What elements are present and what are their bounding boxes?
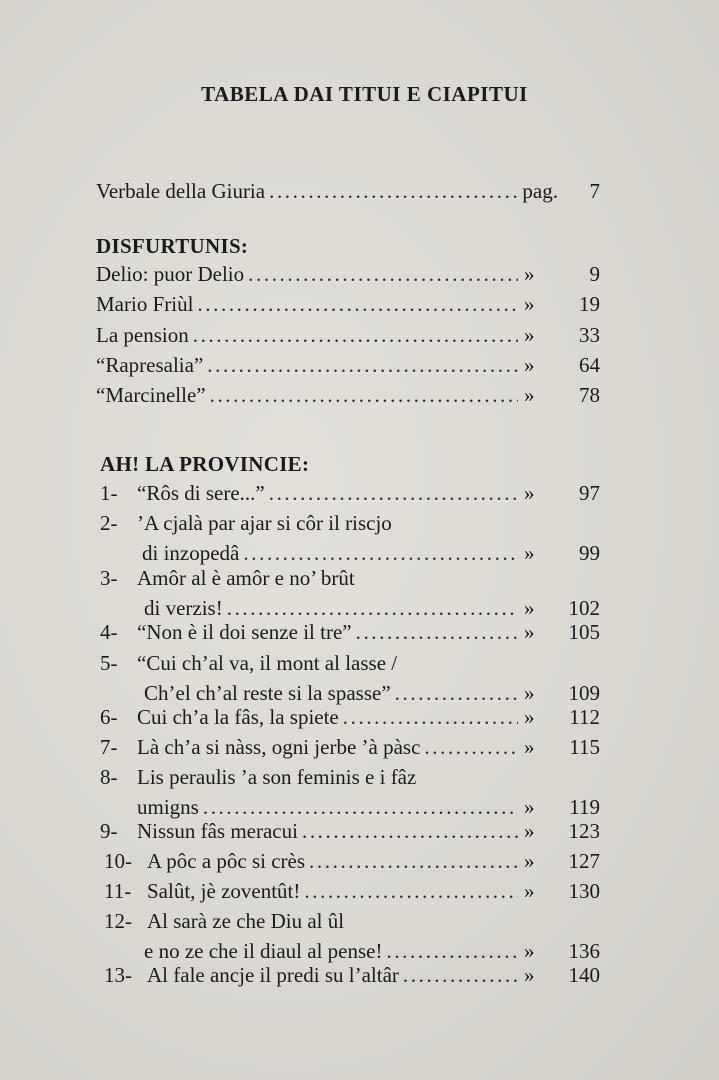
- entry-number: 6-: [100, 705, 118, 729]
- entry-title: “Rôs di sere...”: [137, 481, 265, 505]
- toc-entry: [100, 762, 600, 822]
- ditto-mark: »: [524, 383, 535, 407]
- page-number: 78: [579, 383, 600, 407]
- toc-entry: [104, 846, 600, 876]
- toc-entry: [100, 563, 600, 623]
- page-number: 140: [568, 963, 600, 987]
- ditto-mark: »: [524, 681, 535, 705]
- entry-title: Là ch’a si nàss, ogni jerbe ’à pàsc: [137, 735, 421, 759]
- entry-number: 11-: [104, 879, 132, 903]
- entry-title-continued: Ch’el ch’al reste si la spasse”: [144, 681, 391, 705]
- ditto-mark: »: [524, 292, 535, 316]
- ditto-mark: »: [524, 353, 535, 377]
- entry-number: 4-: [100, 620, 118, 644]
- ditto-mark: »: [524, 819, 535, 843]
- dot-leader: [403, 960, 518, 990]
- ditto-mark: »: [524, 596, 535, 620]
- toc-entry: [100, 816, 600, 846]
- entry-title: Nissun fâs meracui: [137, 819, 298, 843]
- entry-title: Lis peraulis ’a son feminis e i fâz: [137, 765, 417, 789]
- section-heading-provincie: AH! LA PROVINCIE:: [100, 452, 310, 476]
- ditto-mark: »: [524, 620, 535, 644]
- ditto-mark: »: [524, 323, 535, 347]
- toc-entry-verbale: [96, 176, 600, 206]
- page-number: 102: [568, 596, 600, 620]
- dot-leader: [210, 380, 518, 410]
- dot-leader: [207, 350, 518, 380]
- page-number: 112: [569, 705, 600, 729]
- page-number: 33: [579, 323, 600, 347]
- ditto-mark: »: [524, 879, 535, 903]
- toc-entry: [96, 320, 600, 350]
- entry-number: 9-: [100, 819, 118, 843]
- entry-title: “Non è il doi senze il tre”: [137, 620, 352, 644]
- entry-title-continued: di inzopedâ: [142, 541, 240, 565]
- entry-number: 12-: [104, 909, 132, 933]
- dot-leader: [356, 617, 518, 647]
- ditto-mark: »: [524, 849, 535, 873]
- entry-title-continued: e no ze che il diaul al pense!: [144, 939, 383, 963]
- dot-leader: [343, 702, 518, 732]
- entry-title: Amôr al è amôr e no’ brût: [137, 566, 355, 590]
- dot-leader: [302, 816, 518, 846]
- entry-title: Salût, jè zoventût!: [147, 879, 301, 903]
- dot-leader: [193, 320, 518, 350]
- page-number: 64: [579, 353, 600, 377]
- entry-number: 5-: [100, 651, 118, 675]
- page-number: 7: [589, 179, 600, 203]
- page-number: 130: [568, 879, 600, 903]
- entry-title: Cui ch’a la fâs, la spiete: [137, 705, 339, 729]
- toc-entry: [96, 380, 600, 410]
- toc-entry: [100, 478, 600, 508]
- toc-entry: [104, 960, 600, 990]
- dot-leader: [269, 176, 520, 206]
- entry-title: “Cui ch’al va, il mont al lasse /: [137, 651, 398, 675]
- ditto-mark: »: [524, 735, 535, 759]
- toc-entry: [100, 617, 600, 647]
- dot-leader: [269, 478, 518, 508]
- page-number: 9: [589, 262, 600, 286]
- entry-title: “Marcinelle”: [96, 383, 206, 407]
- entry-title: Al sarà ze che Diu al ûl: [147, 909, 345, 933]
- page-number: 119: [569, 795, 600, 819]
- page-number: 123: [568, 819, 600, 843]
- ditto-mark: »: [524, 262, 535, 286]
- page-number: 115: [569, 735, 600, 759]
- entry-title: Verbale della Giuria: [96, 179, 266, 203]
- page-number: 99: [579, 541, 600, 565]
- ditto-mark: »: [524, 795, 535, 819]
- page-number: 97: [579, 481, 600, 505]
- dot-leader: [248, 259, 518, 289]
- toc-entry: [100, 648, 600, 708]
- dot-leader: [304, 876, 518, 906]
- entry-number: 7-: [100, 735, 118, 759]
- entry-title: A pôc a pôc si crès: [147, 849, 306, 873]
- entry-title: “Rapresalia”: [96, 353, 204, 377]
- entry-number: 1-: [100, 481, 118, 505]
- toc-entry: [100, 732, 600, 762]
- page-title: TABELA DAI TITUI E CIAPITUI: [201, 82, 528, 106]
- ditto-mark: »: [524, 939, 535, 963]
- entry-number: 2-: [100, 511, 118, 535]
- entry-title-continued: di verzis!: [144, 596, 223, 620]
- entry-number: 10-: [104, 849, 132, 873]
- dot-leader: [424, 732, 518, 762]
- page-prefix: pag.: [522, 179, 558, 203]
- entry-title: ’A cjalà par ajar si côr il riscjo: [137, 511, 392, 535]
- toc-entry: [96, 259, 600, 289]
- entry-number: 3-: [100, 566, 118, 590]
- entry-title: La pension: [96, 323, 189, 347]
- entry-title-continued: umigns: [137, 795, 199, 819]
- dot-leader: [309, 846, 518, 876]
- page-number: 136: [568, 939, 600, 963]
- ditto-mark: »: [524, 481, 535, 505]
- ditto-mark: »: [524, 963, 535, 987]
- entry-title: Al fale ancje il predi su l’altâr: [147, 963, 399, 987]
- page-number: 109: [568, 681, 600, 705]
- entry-number: 13-: [104, 963, 132, 987]
- toc-entry: [104, 906, 600, 966]
- entry-title: Delio: puor Delio: [96, 262, 245, 286]
- entry-title: Mario Friùl: [96, 292, 194, 316]
- toc-entry: [96, 350, 600, 380]
- ditto-mark: »: [524, 705, 535, 729]
- toc-entry: [96, 289, 600, 319]
- toc-entry: [100, 702, 600, 732]
- page-number: 19: [579, 292, 600, 316]
- section-heading-disfurtunis: DISFURTUNIS:: [96, 234, 249, 258]
- page-number: 127: [568, 849, 600, 873]
- ditto-mark: »: [524, 541, 535, 565]
- toc-entry: [104, 876, 600, 906]
- page-number: 105: [568, 620, 600, 644]
- toc-entry: [100, 508, 600, 568]
- entry-number: 8-: [100, 765, 118, 789]
- dot-leader: [197, 289, 518, 319]
